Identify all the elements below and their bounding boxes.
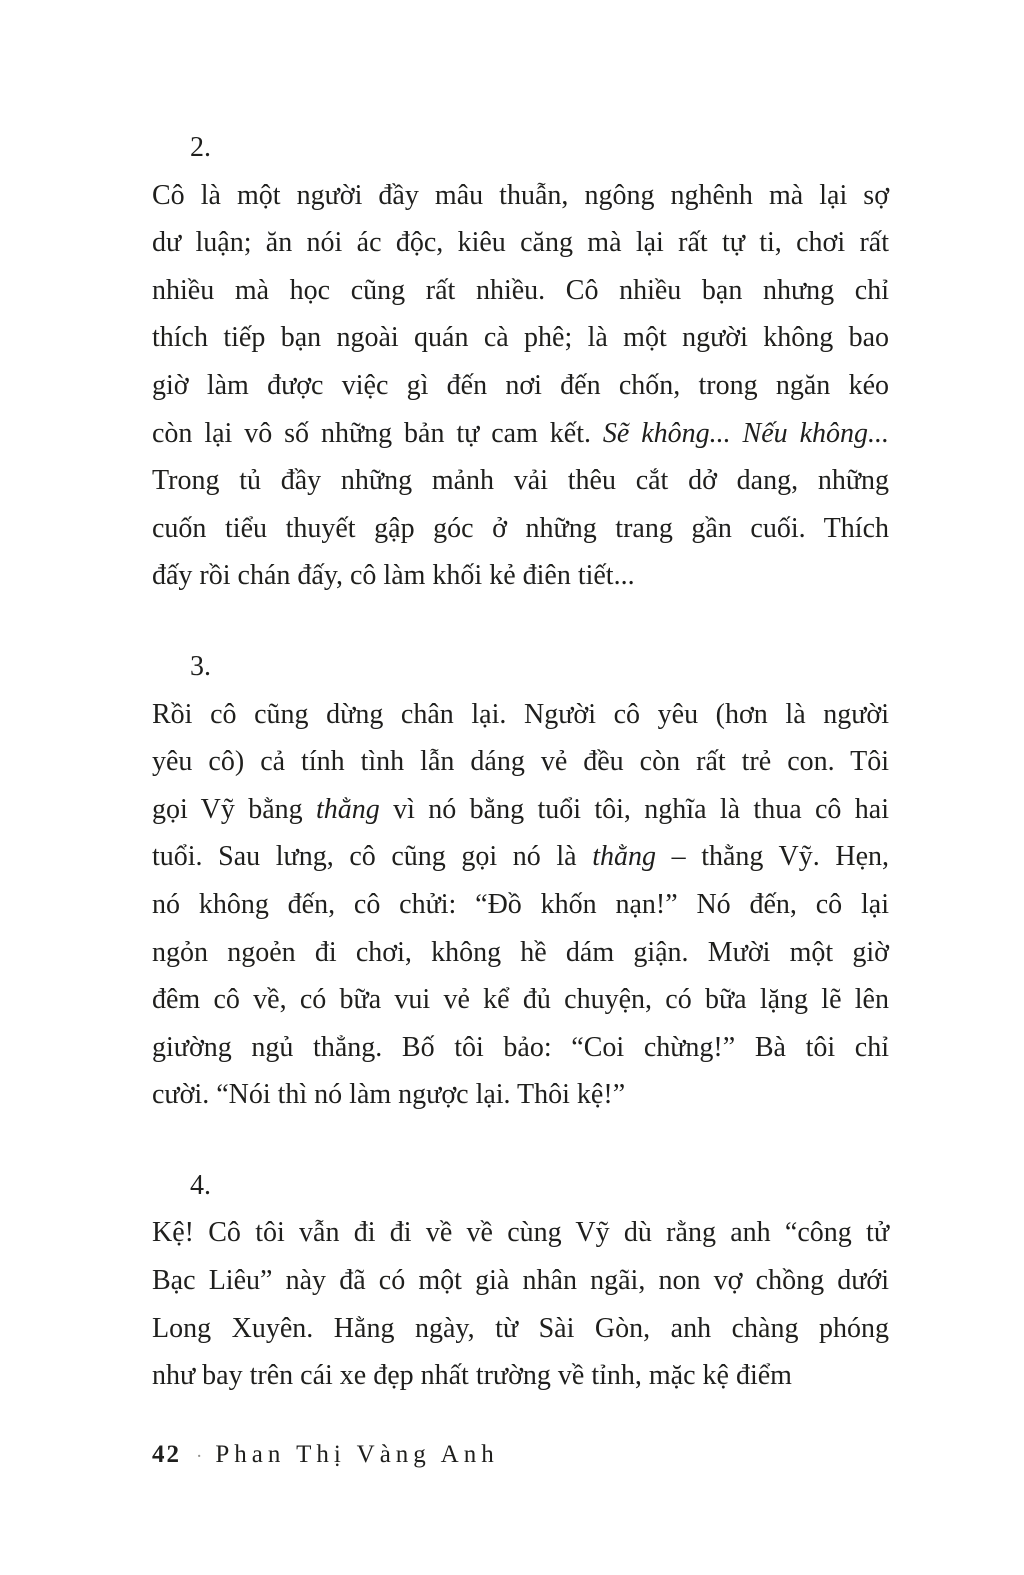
page-content (152, 124, 889, 1400)
italic-text-segment: thằng (316, 793, 380, 825)
text-line (152, 172, 889, 220)
text-segment: Rồi cô cũng dừng chân lại. Người cô yêu (hơn là người (152, 698, 889, 730)
text-line (152, 976, 889, 1024)
text-line (152, 786, 889, 834)
section-number: 3. (190, 650, 211, 682)
text-line (152, 1024, 889, 1072)
text-segment: – thằng Vỹ. Hẹn, (656, 841, 889, 873)
text-segment: Cô là một người đầy mâu thuẫn, ngông nghênh mà lại sợ (152, 179, 889, 211)
text-segment: nó không đến, cô chửi: “Đồ khốn nạn!” Nó đến, cô lại (152, 888, 889, 920)
text-line (152, 267, 889, 315)
page-number: 42 (152, 1440, 181, 1468)
text-line (152, 833, 889, 881)
text-segment: cuốn tiểu thuyết gập góc ở những trang gần cuối. Thích (152, 512, 889, 544)
text-segment: Kệ! Cô tôi vẫn đi đi về về cùng Vỹ dù rằng anh “công tử (152, 1217, 889, 1249)
text-line (152, 1352, 889, 1400)
section-3 (152, 643, 889, 1119)
text-segment: thích tiếp bạn ngoài quán cà phê; là một người không bao (152, 322, 889, 354)
text-segment: Bạc Liêu” này đã có một già nhân ngãi, non vợ chồng dưới (152, 1265, 889, 1297)
text-segment: tuổi. Sau lưng, cô cũng gọi nó là (152, 841, 593, 873)
text-line (152, 881, 889, 929)
text-segment: nhiều mà học cũng rất nhiều. Cô nhiều bạn nhưng chỉ (152, 274, 889, 306)
text-segment: còn lại vô số những bản tự cam kết. (152, 417, 603, 449)
text-segment: cười. “Nói thì nó làm ngược lại. Thôi kệ!” (152, 1079, 626, 1111)
text-segment: dư luận; ăn nói ác độc, kiêu căng mà lại rất tự ti, chơi rất (152, 227, 889, 259)
text-line (152, 1071, 889, 1119)
text-segment: yêu cô) cả tính tình lẫn dáng vẻ đều còn rất trẻ con. Tôi (152, 746, 889, 778)
section-number: 2. (190, 132, 211, 163)
text-line (152, 929, 889, 977)
text-segment: Long Xuyên. Hằng ngày, từ Sài Gòn, anh chàng phóng (152, 1312, 889, 1344)
section-4 (152, 1162, 889, 1400)
text-line (152, 552, 889, 600)
text-segment: như bay trên cái xe đẹp nhất trường về tỉnh, mặc kệ điểm (152, 1360, 792, 1392)
section-number: 4. (190, 1169, 211, 1201)
text-line (152, 1305, 889, 1353)
text-line (152, 738, 889, 786)
text-segment: giường ngủ thẳng. Bố tôi bảo: “Coi chừng!” Bà tôi chỉ (152, 1031, 889, 1063)
text-line (152, 314, 889, 362)
text-segment: ngỏn ngoẻn đi chơi, không hề dám giận. Mười một giờ (152, 936, 889, 968)
text-line (152, 457, 889, 505)
page-footer (152, 1440, 889, 1472)
text-line (152, 1257, 889, 1305)
text-segment: đấy rồi chán đấy, cô làm khối kẻ điên tiết... (152, 560, 635, 592)
italic-text-segment: Sẽ không... Nếu không... (602, 417, 890, 449)
text-line (152, 1209, 889, 1257)
italic-text-segment: thằng (592, 841, 656, 873)
text-line (152, 362, 889, 410)
text-line (152, 219, 889, 267)
text-line (152, 410, 889, 458)
text-segment: gọi Vỹ bằng (152, 793, 317, 825)
text-segment: đêm cô về, có bữa vui vẻ kể đủ chuyện, có bữa lặng lẽ lên (152, 984, 889, 1016)
text-segment: Trong tủ đầy những mảnh vải thêu cắt dở dang, những (152, 465, 889, 497)
text-line (152, 505, 889, 553)
text-line (152, 691, 889, 739)
section-2 (152, 124, 889, 600)
footer-separator-dot: · (196, 1445, 203, 1467)
text-segment: giờ làm được việc gì đến nơi đến chốn, trong ngăn kéo (152, 369, 889, 401)
author-name: Phan Thị Vàng Anh (215, 1440, 499, 1468)
text-segment: vì nó bằng tuổi tôi, nghĩa là thua cô hai (379, 793, 889, 825)
